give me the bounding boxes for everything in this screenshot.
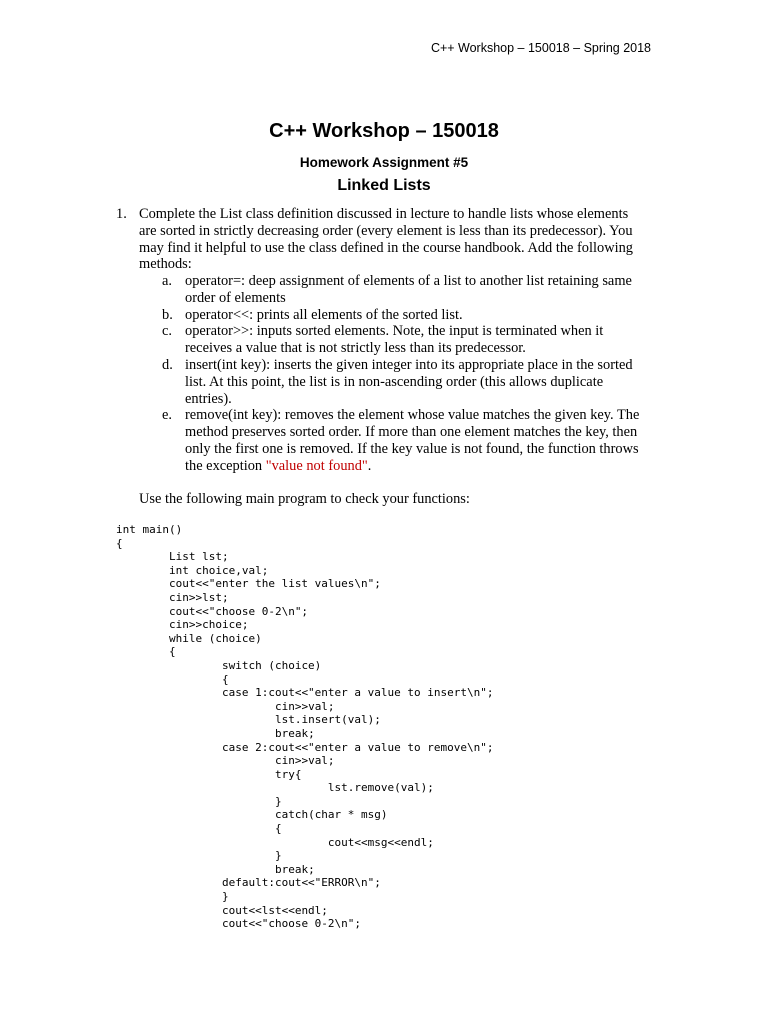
item-text: [185, 407, 649, 474]
running-header: C++ Workshop – 150018 – Spring 2018: [430, 41, 651, 55]
list-item: [139, 273, 649, 307]
list-item: [139, 323, 649, 357]
instruction-text: Use the following main program to check your functions:: [139, 491, 470, 507]
document-title: C++ Workshop – 150018: [269, 120, 499, 142]
question-number: 1.: [116, 206, 127, 222]
topic-heading: Linked Lists: [337, 177, 431, 194]
item-text: operator=: deep assignment of elements of a list to another list retaining same order of elements: [185, 273, 632, 306]
item-text: operator>>: inputs sorted elements. Note, the input is terminated when it receives a value that is not strictly less than its predecessor.: [185, 323, 604, 357]
item-letter: b.: [162, 306, 173, 323]
list-item: [139, 407, 649, 474]
item-text-tail: .: [367, 457, 372, 474]
list-item: [139, 357, 649, 407]
item-letter: c.: [162, 323, 172, 340]
document-subtitle: Homework Assignment #5: [299, 155, 469, 170]
item-letter: a.: [162, 273, 172, 289]
list-item: [139, 307, 649, 324]
code-listing: int main() { List lst; int choice,val; cout<<"enter the list values\n"; cin>>lst; cout<<"choose 0-2\n"; cin>>choice; while (choice) { switch (choice) { case 1:cout<<"enter a value to insert\n"; cin>>val; lst.insert(val); break; case 2:cout<<"enter a value to remove\n"; cin>>val; try{ lst.remove(val); } catch(char * msg) { cout<<msg<<endl; } break; default:cout<<"ERROR\n"; } cout<<lst<<endl; cout<<"choose 0-2\n";: [116, 523, 494, 931]
method-list: [139, 273, 649, 475]
item-letter: e.: [162, 407, 172, 424]
item-text: insert(int key): inserts the given integer into its appropriate place in the sorted list. At this point, the list is in non-ascending order (this allows duplicate entries).: [185, 356, 633, 407]
item-letter: d.: [162, 356, 173, 373]
exception-string: "value not found": [265, 457, 368, 474]
item-text: operator<<: prints all elements of the sorted list.: [185, 306, 463, 323]
question-text: Complete the List class definition discussed in lecture to handle lists whose elements are sorted in strictly decreasing order (every element is less than its predecessor). You may find it helpful to use the class defined in the course handbook. Add the following methods:: [139, 206, 633, 273]
item-text-main: remove(int key): removes the element whose value matches the given key. The method preserves sorted order. If more than one element matches the key, then only the first one is removed. If the key value is not found, the function throws the exception: [185, 407, 640, 474]
